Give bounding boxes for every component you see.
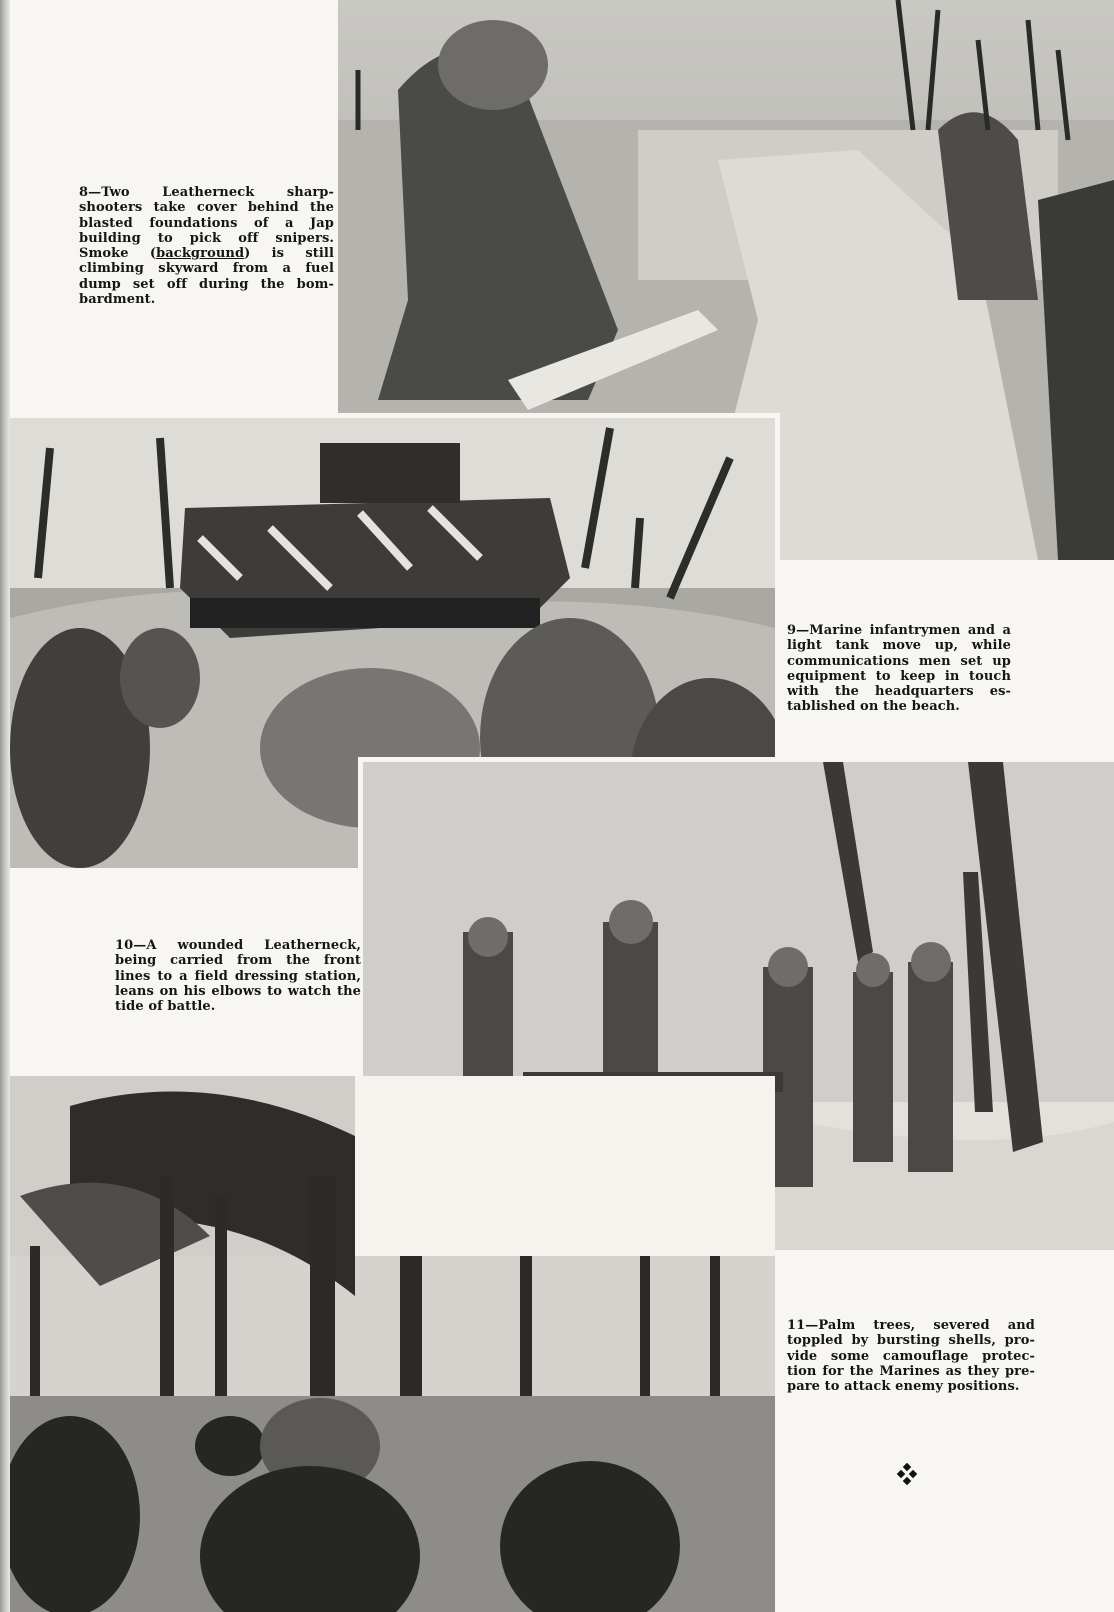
photo-11-palms (10, 1076, 775, 1612)
caption-text: Marine infantrymen and a light tank move up, while communications men set up equipment to keep in touch with the headquarters es-tablished on the beach. (787, 623, 1011, 715)
caption-number: 10 (115, 938, 134, 953)
caption-number: 11 (787, 1318, 806, 1333)
caption-underlined-word: background (156, 246, 245, 262)
caption-11: 11—Palm trees, severed and toppled by bursting shells, pro-vide some camouflage protec-tion for the Marines as they pre-pare to attack enemy positions. (787, 1318, 1035, 1395)
caption-text: Two Leatherneck sharp-shooters take cover behind the blasted foundations of a Jap building to pick off snipers. Smoke ( (79, 185, 334, 262)
photo-11-image (10, 1076, 775, 1612)
caption-text: A wounded Leatherneck, being carried from the front lines to a field dressing station, leans on his elbows to watch the tide of battle. (115, 938, 361, 1015)
diamond-cluster-icon (896, 1463, 918, 1485)
caption-9: 9—Marine infantrymen and a light tank move up, while communications men set up equipment to keep in touch with the headquarters es-tablished on the beach. (787, 623, 1011, 715)
caption-number: 9 (787, 623, 797, 638)
caption-10: 10—A wounded Leatherneck, being carried from the front lines to a field dressing station, leans on his elbows to watch the tide of battle. (115, 938, 361, 1015)
caption-number: 8 (79, 185, 89, 200)
caption-text: Palm trees, severed and toppled by bursting shells, pro-vide some camouflage protec-tion for the Marines as they pre-pare to attack enemy positions. (787, 1318, 1035, 1395)
page-binding-edge (0, 0, 10, 1612)
caption-8: 8—Two Leatherneck sharp-shooters take cover behind the blasted foundations of a Jap building to pick off snipers. Smoke (background) is still climbing skyward from a fuel dump set off during the bom-bardment. (79, 185, 334, 308)
magazine-page (8, 0, 1114, 1612)
